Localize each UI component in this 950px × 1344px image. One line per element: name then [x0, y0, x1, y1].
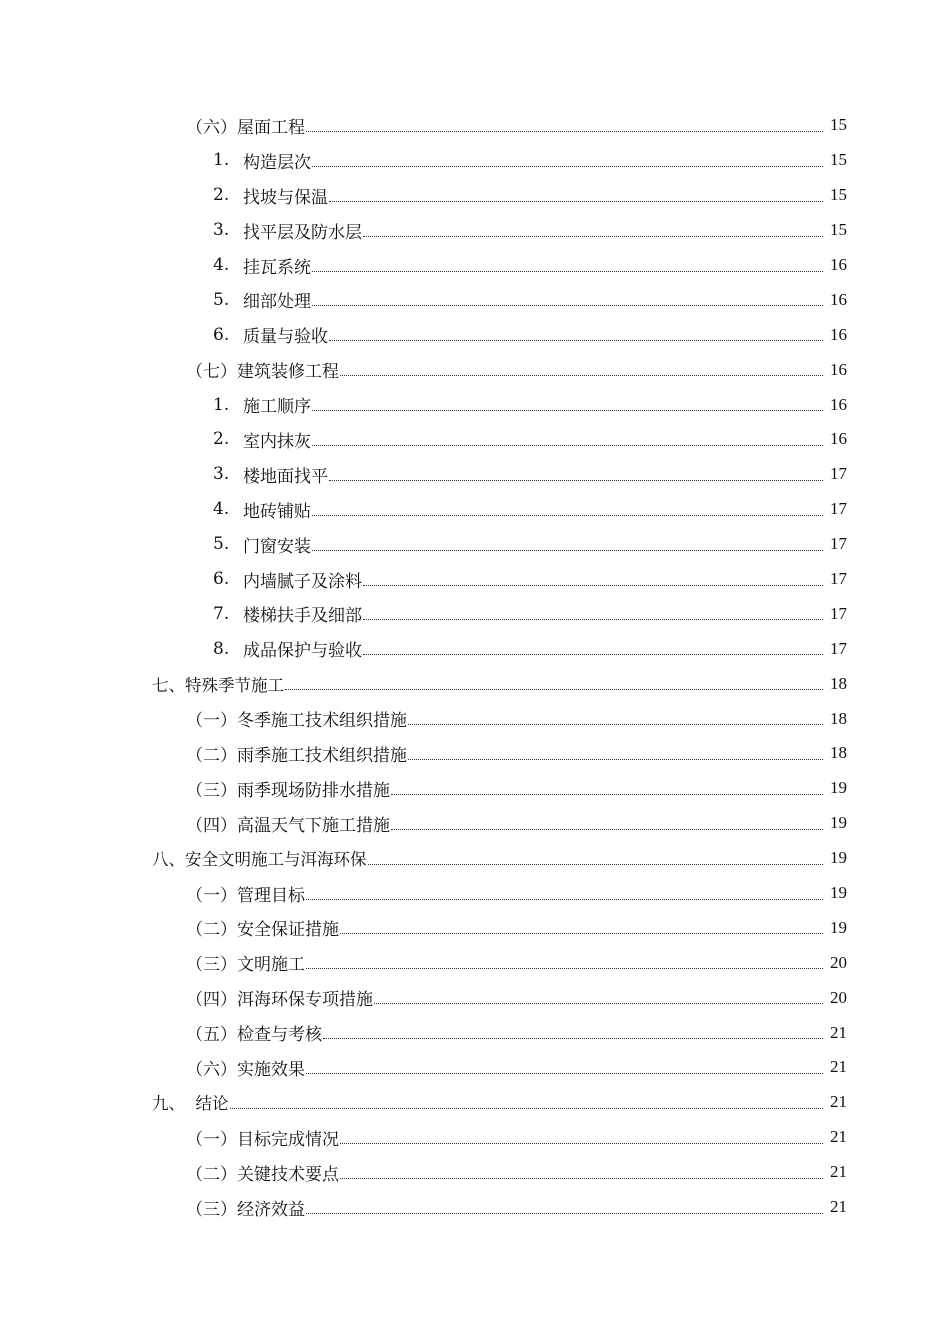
- toc-entry[interactable]: [0, 422, 950, 457]
- toc-entry[interactable]: [0, 1155, 950, 1190]
- toc-entry[interactable]: [0, 1050, 950, 1085]
- toc-entry[interactable]: [0, 701, 950, 736]
- toc-entry-number: （三）: [186, 780, 237, 801]
- toc-dot-leader: [363, 236, 823, 237]
- toc-entry[interactable]: [0, 666, 950, 701]
- toc-entry-number: （二）: [186, 745, 237, 766]
- toc-entry-title: 楼梯扶手及细部: [243, 606, 362, 627]
- toc-entry-page: 17: [830, 603, 847, 623]
- toc-entry-number: 九、: [152, 1094, 196, 1114]
- toc-entry-number: 6.: [213, 324, 230, 345]
- toc-entry-title: 构造层次: [243, 152, 311, 173]
- toc-entry[interactable]: [0, 178, 950, 213]
- toc-entry[interactable]: [0, 771, 950, 806]
- toc-entry-page: 18: [830, 673, 847, 693]
- toc-entry-title: 内墙腻子及涂料: [243, 571, 362, 592]
- toc-dot-leader: [340, 1178, 823, 1179]
- toc-entry-title: 楼地面找平: [243, 466, 328, 487]
- toc-entry-number: 2.: [213, 185, 230, 206]
- toc-entry-number: 七、: [152, 675, 185, 695]
- toc-entry-number: （三）: [186, 955, 237, 976]
- toc-entry-number: 4.: [213, 499, 230, 520]
- toc-entry-page: 15: [830, 150, 847, 170]
- toc-entry-page: 15: [830, 185, 847, 205]
- toc-entry-title: 挂瓦系统: [243, 257, 311, 278]
- toc-entry-title: 安全文明施工与洱海环保: [185, 850, 367, 870]
- toc-dot-leader: [374, 1003, 823, 1004]
- toc-dot-leader: [312, 445, 823, 446]
- toc-entry-page: 19: [830, 848, 847, 868]
- toc-entry-number: （一）: [186, 711, 237, 732]
- toc-entry-title: 施工顺序: [243, 397, 311, 418]
- toc-dot-leader: [312, 515, 823, 516]
- toc-entry[interactable]: [0, 108, 950, 143]
- toc-entry[interactable]: [0, 1190, 950, 1225]
- toc-entry-title: 雨季施工技术组织措施: [237, 745, 407, 766]
- toc-entry-page: 17: [830, 569, 847, 589]
- toc-entry-number: 3.: [213, 220, 230, 241]
- toc-dot-leader: [312, 410, 823, 411]
- toc-dot-leader: [363, 585, 823, 586]
- toc-entry-title: 检查与考核: [237, 1025, 322, 1046]
- toc-entry-number: （四）: [186, 990, 237, 1011]
- toc-dot-leader: [363, 654, 823, 655]
- toc-entry[interactable]: [0, 876, 950, 911]
- toc-entry-page: 15: [830, 115, 847, 135]
- toc-entry-page: 21: [830, 1057, 847, 1077]
- toc-entry-page: 21: [830, 1022, 847, 1042]
- toc-entry-title: 结论: [195, 1094, 229, 1114]
- toc-entry-page: 17: [830, 534, 847, 554]
- toc-entry-page: 18: [830, 708, 847, 728]
- toc-entry-number: （一）: [186, 885, 237, 906]
- toc-dot-leader: [306, 968, 823, 969]
- toc-entry-page: 21: [830, 1162, 847, 1182]
- toc-entry-title: 地砖铺贴: [243, 501, 311, 522]
- toc-entry-number: （六）: [186, 117, 237, 138]
- toc-entry-page: 19: [830, 778, 847, 798]
- toc-entry[interactable]: [0, 562, 950, 597]
- toc-dot-leader: [312, 271, 823, 272]
- toc-entry[interactable]: [0, 248, 950, 283]
- toc-entry-number: （七）: [186, 362, 237, 383]
- toc-entry-number: 1.: [213, 150, 230, 171]
- toc-entry[interactable]: [0, 841, 950, 876]
- toc-entry-title: 室内抹灰: [243, 431, 311, 452]
- toc-entry[interactable]: [0, 457, 950, 492]
- toc-entry-page: 16: [830, 394, 847, 414]
- toc-entry[interactable]: [0, 387, 950, 422]
- toc-entry-title: 细部处理: [243, 292, 311, 313]
- toc-entry[interactable]: [0, 736, 950, 771]
- toc-entry-title: 特殊季节施工: [185, 675, 284, 695]
- toc-entry-number: （四）: [186, 815, 237, 836]
- toc-dot-leader: [368, 864, 824, 865]
- toc-entry-page: 19: [830, 813, 847, 833]
- toc-dot-leader: [323, 1038, 823, 1039]
- toc-entry-page: 21: [830, 1197, 847, 1217]
- toc-entry-title: 安全保证措施: [237, 920, 339, 941]
- toc-entry-number: 5.: [213, 289, 230, 310]
- toc-dot-leader: [340, 375, 823, 376]
- toc-dot-leader: [329, 201, 823, 202]
- toc-entry-title: 文明施工: [237, 955, 305, 976]
- toc-entry-page: 21: [830, 1092, 847, 1112]
- toc-dot-leader: [306, 131, 823, 132]
- toc-entry[interactable]: [0, 945, 950, 980]
- toc-dot-leader: [285, 689, 823, 690]
- toc-entry-title: 找平层及防水层: [243, 222, 362, 243]
- toc-entry-number: （二）: [186, 1164, 237, 1185]
- toc-entry-title: 门窗安装: [243, 536, 311, 557]
- toc-entry-title: 找坡与保温: [243, 187, 328, 208]
- toc-entry-page: 21: [830, 1127, 847, 1147]
- toc-entry[interactable]: [0, 910, 950, 945]
- table-of-contents: [0, 108, 950, 1225]
- toc-entry-number: （一）: [186, 1129, 237, 1150]
- toc-dot-leader: [329, 340, 823, 341]
- toc-entry[interactable]: [0, 213, 950, 248]
- toc-entry-page: 20: [830, 952, 847, 972]
- toc-entry-number: 5.: [213, 534, 230, 555]
- toc-dot-leader: [306, 1213, 823, 1214]
- toc-entry-title: 经济效益: [237, 1199, 305, 1220]
- toc-entry[interactable]: [0, 282, 950, 317]
- toc-dot-leader: [363, 619, 823, 620]
- toc-dot-leader: [312, 550, 823, 551]
- toc-entry-number: 2.: [213, 429, 230, 450]
- toc-entry-title: 冬季施工技术组织措施: [237, 711, 407, 732]
- toc-dot-leader: [408, 724, 823, 725]
- toc-entry-number: 8.: [213, 638, 230, 659]
- toc-entry-number: （六）: [186, 1059, 237, 1080]
- toc-entry-number: 1.: [213, 394, 230, 415]
- toc-entry-page: 17: [830, 499, 847, 519]
- toc-entry-page: 16: [830, 289, 847, 309]
- toc-entry-number: 八、: [152, 850, 185, 870]
- toc-entry-number: 6.: [213, 569, 230, 590]
- toc-entry-title: 关键技术要点: [237, 1164, 339, 1185]
- toc-entry-page: 16: [830, 429, 847, 449]
- toc-entry-title: 目标完成情况: [237, 1129, 339, 1150]
- toc-dot-leader: [329, 480, 823, 481]
- toc-dot-leader: [306, 1073, 823, 1074]
- toc-entry[interactable]: [0, 143, 950, 178]
- toc-entry-number: （五）: [186, 1025, 237, 1046]
- toc-entry-page: 20: [830, 987, 847, 1007]
- toc-dot-leader: [230, 1108, 824, 1109]
- toc-entry-title: 洱海环保专项措施: [237, 990, 373, 1011]
- toc-entry-number: 3.: [213, 464, 230, 485]
- toc-entry-page: 18: [830, 743, 847, 763]
- toc-dot-leader: [391, 794, 823, 795]
- toc-entry-page: 16: [830, 324, 847, 344]
- toc-entry-page: 17: [830, 464, 847, 484]
- toc-entry-page: 16: [830, 255, 847, 274]
- toc-entry-page: 16: [830, 359, 847, 379]
- toc-entry-number: （三）: [186, 1199, 237, 1220]
- toc-dot-leader: [391, 829, 823, 830]
- toc-entry-number: （二）: [186, 920, 237, 941]
- toc-entry[interactable]: [0, 596, 950, 631]
- toc-entry[interactable]: [0, 1085, 950, 1120]
- toc-entry-title: 高温天气下施工措施: [237, 815, 390, 836]
- toc-entry[interactable]: [0, 317, 950, 352]
- toc-entry-title: 实施效果: [237, 1059, 305, 1080]
- toc-entry-number: 4.: [213, 255, 230, 275]
- toc-dot-leader: [340, 933, 823, 934]
- toc-entry[interactable]: [0, 631, 950, 666]
- toc-entry-title: 屋面工程: [237, 117, 305, 138]
- toc-entry[interactable]: [0, 1120, 950, 1155]
- toc-entry[interactable]: [0, 352, 950, 387]
- toc-dot-leader: [312, 166, 823, 167]
- toc-entry[interactable]: [0, 806, 950, 841]
- toc-entry-page: 15: [830, 220, 847, 240]
- toc-dot-leader: [408, 759, 823, 760]
- toc-entry-page: 19: [830, 917, 847, 937]
- toc-dot-leader: [340, 1143, 823, 1144]
- toc-dot-leader: [312, 305, 823, 306]
- toc-entry-page: 17: [830, 638, 847, 658]
- toc-entry-title: 雨季现场防排水措施: [237, 780, 390, 801]
- toc-entry-title: 成品保护与验收: [243, 641, 362, 662]
- toc-entry-title: 质量与验收: [243, 327, 328, 348]
- toc-dot-leader: [306, 899, 823, 900]
- toc-entry-title: 建筑装修工程: [237, 362, 339, 383]
- toc-entry[interactable]: [0, 527, 950, 562]
- toc-entry-number: 7.: [213, 603, 230, 624]
- toc-entry[interactable]: [0, 1015, 950, 1050]
- toc-entry-page: 19: [830, 883, 847, 903]
- toc-entry[interactable]: [0, 492, 950, 527]
- toc-entry-title: 管理目标: [237, 885, 305, 906]
- toc-entry[interactable]: [0, 980, 950, 1015]
